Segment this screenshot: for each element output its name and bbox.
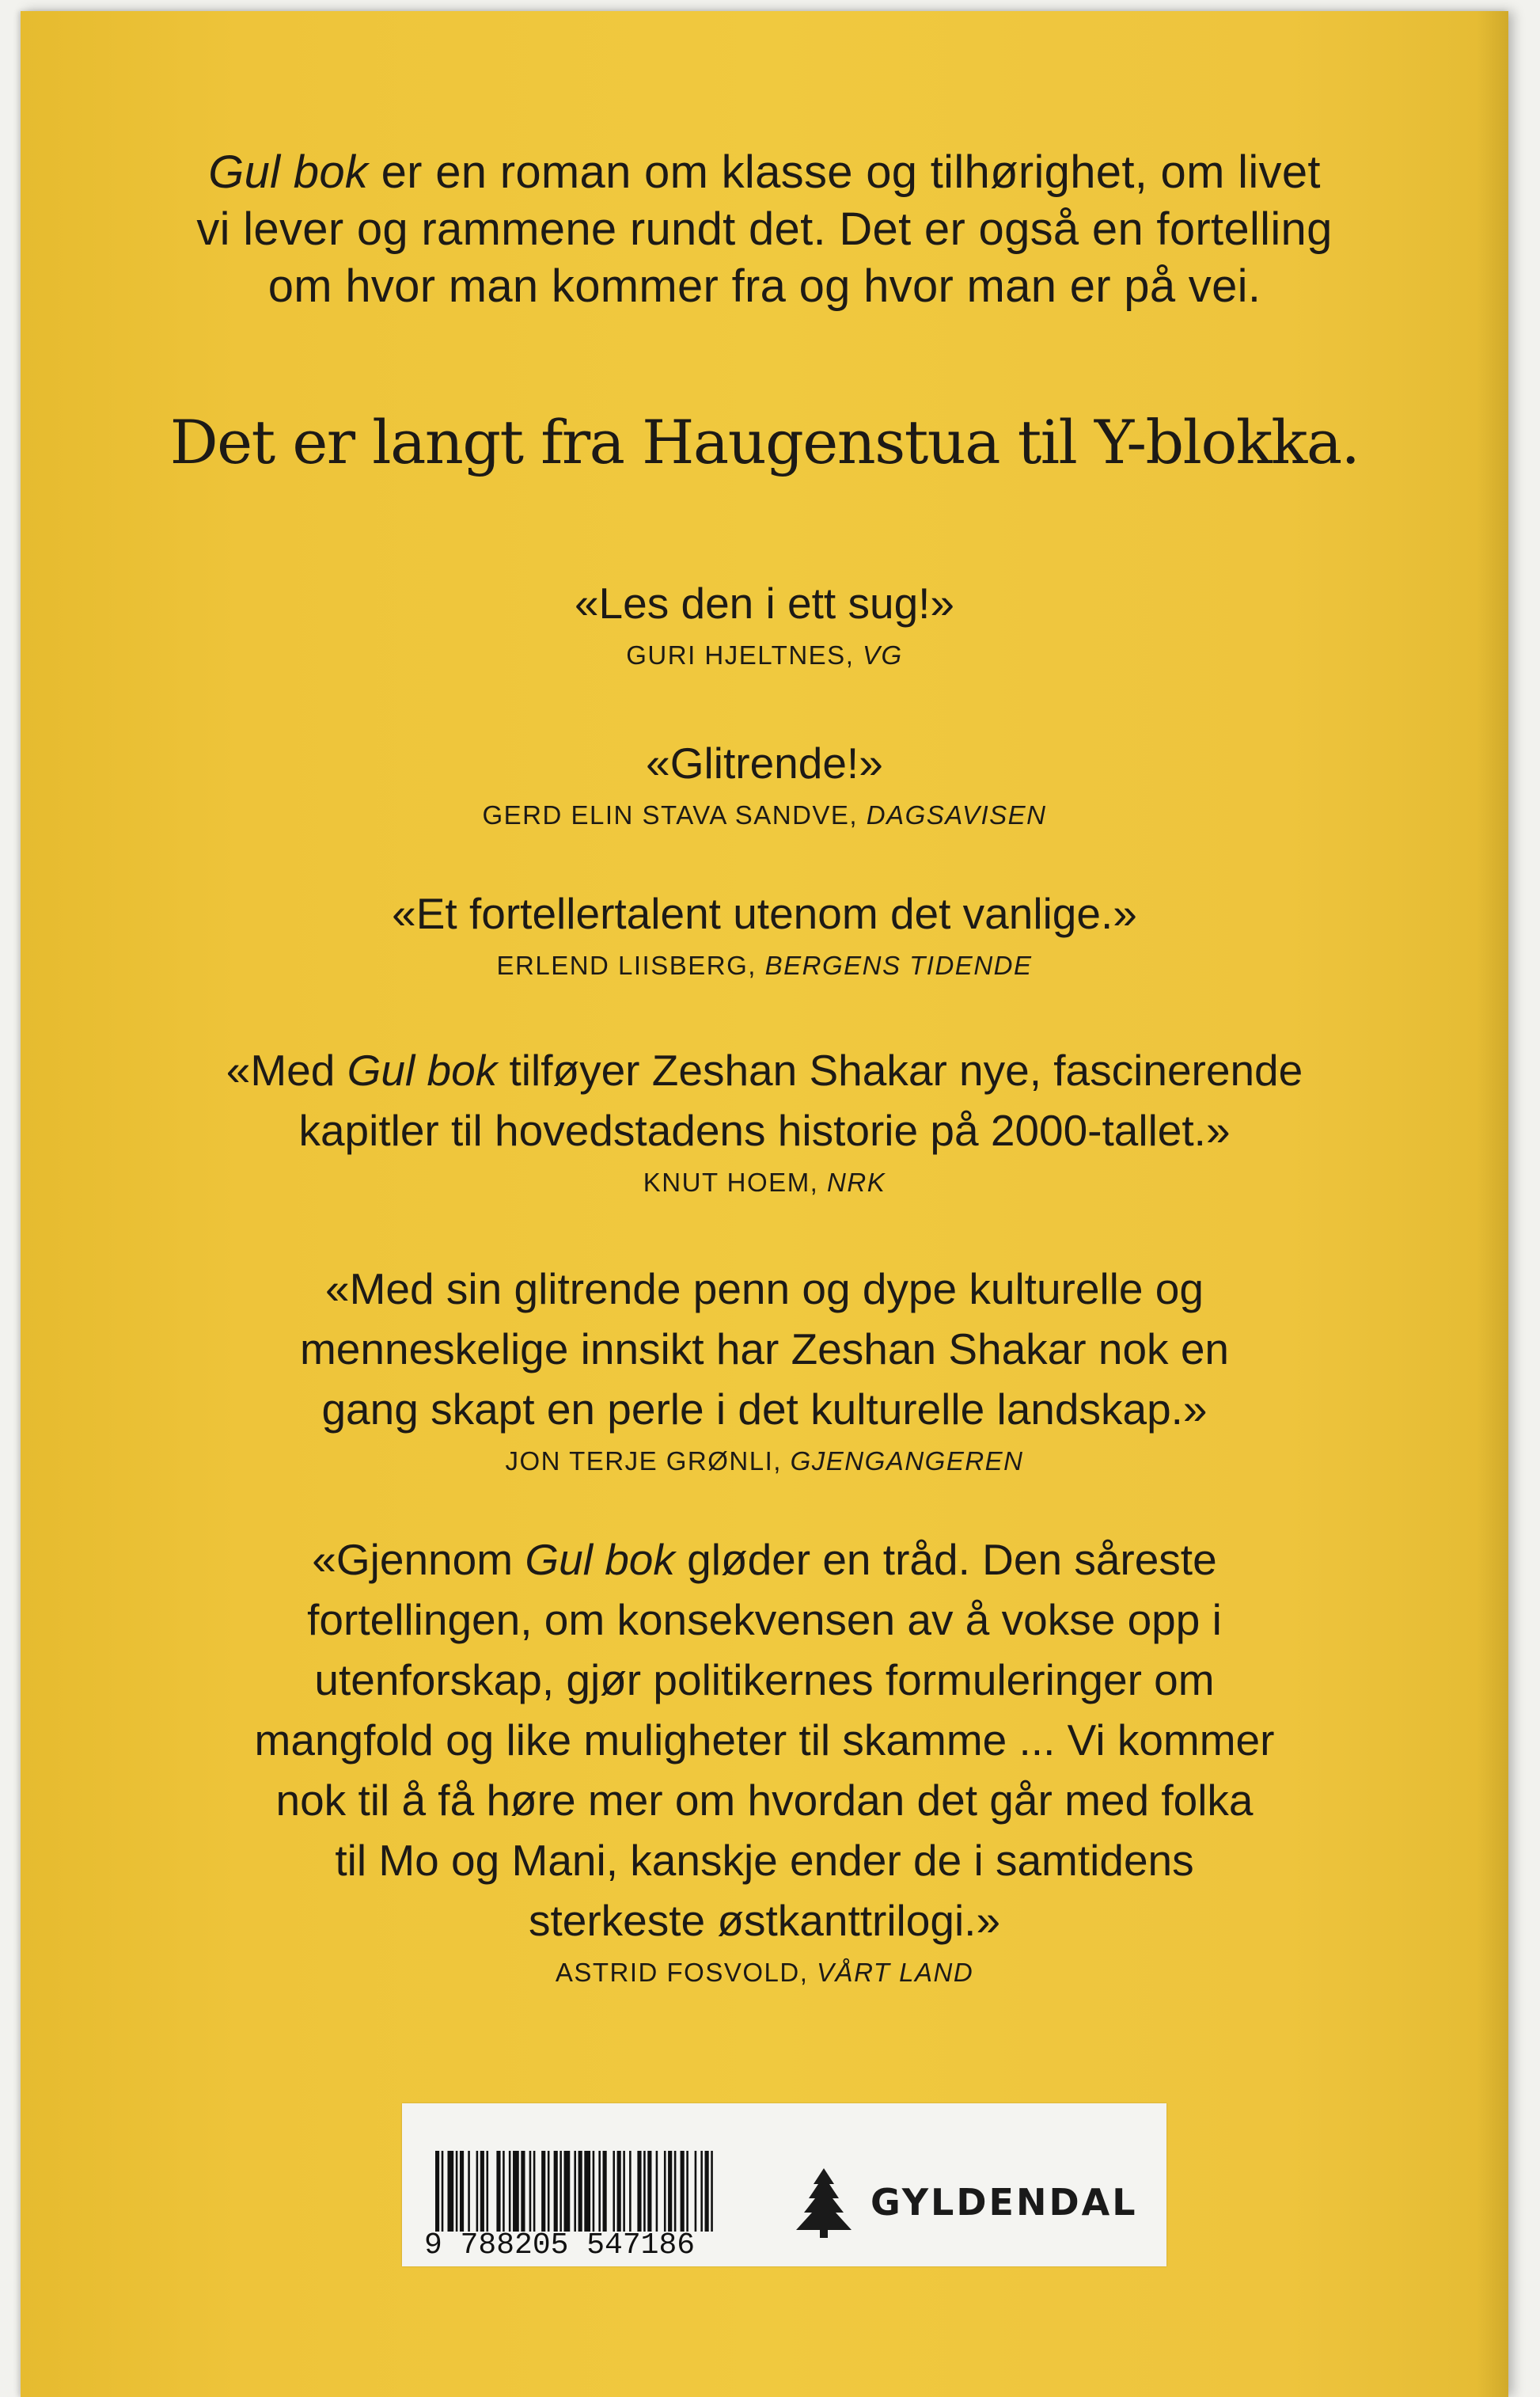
barcode-bar [668, 2151, 672, 2232]
intro-line: om hvor man kommer fra og hvor man er på vei. [267, 260, 1261, 312]
quote-author: KNUT HOEM, [643, 1168, 819, 1197]
isbn-barcode [435, 2151, 717, 2232]
barcode-bar [529, 2151, 532, 2232]
review-quote [21, 1259, 1508, 1479]
tagline: Det er langt fra Haugenstua til Y-blokka. [169, 407, 1360, 477]
barcode-bar [503, 2151, 505, 2232]
barcode-bar [629, 2151, 632, 2232]
quote-line: fortellingen, om konsekvensen av å vokse opp i [307, 1595, 1222, 1644]
barcode-bar [574, 2151, 576, 2232]
quote-author: ERLEND LIISBERG, [496, 951, 757, 980]
quote-line: til Mo og Mani, kanskje ender de i samtidens [335, 1836, 1194, 1885]
barcode-bar [603, 2151, 607, 2232]
book-title-italic: Gul bok [208, 146, 369, 198]
quote-attribution [21, 1444, 1508, 1479]
barcode-bar [435, 2151, 439, 2232]
quote-text: gløder en tråd. Den såreste [674, 1535, 1217, 1584]
quote-source: NRK [827, 1168, 886, 1197]
intro-line [116, 144, 1413, 201]
quote-source: GJENGANGEREN [790, 1446, 1024, 1476]
barcode-bar [613, 2151, 615, 2232]
quote-line: utenforskap, gjør politikernes formuleringer om [314, 1655, 1215, 1704]
intro-text: er en roman om klasse og tilhørighet, om livet [368, 146, 1321, 198]
quote-attribution [21, 638, 1508, 673]
quote-line: menneskelige innsikt har Zeshan Shakar nok en [299, 1324, 1229, 1373]
book-title-italic: Gul bok [347, 1046, 498, 1095]
barcode-bar [533, 2151, 536, 2232]
barcode-bar [496, 2151, 500, 2232]
barcode-bar [705, 2151, 709, 2232]
review-quote [21, 883, 1508, 983]
barcode-bar [617, 2151, 621, 2232]
barcode-bar [447, 2151, 453, 2232]
quote-source: DAGSAVISEN [866, 800, 1047, 830]
barcode-bar [456, 2151, 458, 2232]
barcode-bar [593, 2151, 595, 2232]
quote-author: JON TERJE GRØNLI, [505, 1446, 782, 1476]
barcode-bar [700, 2151, 703, 2232]
barcode-bar [521, 2151, 525, 2232]
barcode-bar [564, 2151, 571, 2232]
quote-attribution [21, 798, 1508, 833]
isbn-digits: 9 788205 547186 [424, 2228, 696, 2262]
quote-source: VÅRT LAND [817, 1958, 974, 1987]
quote-source: BERGENS TIDENDE [764, 951, 1033, 980]
quote-line: «Glitrende!» [646, 739, 883, 788]
barcode-bar [664, 2151, 666, 2232]
barcode-bar [647, 2151, 651, 2232]
barcode-bar [460, 2151, 464, 2232]
quote-attribution [21, 948, 1508, 983]
quote-text: tilføyer Zeshan Shakar nye, fascinerende [497, 1046, 1303, 1095]
intro-paragraph [116, 144, 1413, 315]
barcode-bar [686, 2151, 688, 2232]
barcode-bar [476, 2151, 479, 2232]
barcode-bar [578, 2151, 582, 2232]
quote-author: GURI HJELTNES, [626, 640, 855, 670]
book-title-italic: Gul bok [525, 1535, 675, 1584]
quote-text: «Gjennom [312, 1535, 525, 1584]
review-quote [21, 1040, 1508, 1200]
intro-line: vi lever og rammene rundt det. Det er også en fortelling [196, 203, 1333, 255]
review-quote [21, 733, 1508, 833]
review-quote [21, 573, 1508, 673]
quote-author: GERD ELIN STAVA SANDVE, [482, 800, 859, 830]
barcode-bar [711, 2151, 713, 2232]
barcode-bar [598, 2151, 601, 2232]
barcode-bar [486, 2151, 488, 2232]
barcode-bar [695, 2151, 697, 2232]
publisher-logo: GYLDENDAL [871, 2181, 1138, 2224]
quote-attribution [21, 1955, 1508, 1990]
cover-edge-shadow [1477, 11, 1508, 2397]
quote-line: «Les den i ett sug!» [574, 579, 955, 628]
quote-line [21, 1040, 1508, 1100]
quote-line: kapitler til hovedstadens historie på 2000-tallet.» [298, 1106, 1231, 1155]
barcode-bar [559, 2151, 562, 2232]
quote-line: «Et fortellertalent utenom det vanlige.» [392, 889, 1137, 938]
quote-line: gang skapt en perle i det kulturelle landskap.» [321, 1385, 1208, 1434]
barcode-bar [674, 2151, 677, 2232]
barcode-bar [656, 2151, 658, 2232]
quote-line [21, 1529, 1508, 1590]
barcode-bar [548, 2151, 550, 2232]
barcode-bar [554, 2151, 558, 2232]
barcode-bar [643, 2151, 646, 2232]
quote-line: sterkeste østkanttrilogi.» [528, 1896, 1001, 1945]
quote-line: mangfold og like muligheter til skamme ... Vi kommer [254, 1715, 1275, 1765]
barcode-bar [623, 2151, 625, 2232]
barcode-bar [509, 2151, 511, 2232]
review-quote [21, 1529, 1508, 1990]
barcode-bar [637, 2151, 641, 2232]
quote-line: «Med sin glitrende penn og dype kulturelle og [325, 1264, 1204, 1313]
barcode-label [402, 2103, 1166, 2266]
quote-author: ASTRID FOSVOLD, [555, 1958, 809, 1987]
quote-attribution [21, 1165, 1508, 1200]
barcode-bar [513, 2151, 519, 2232]
barcode-bar [468, 2151, 470, 2232]
tree-icon [793, 2167, 855, 2239]
book-back-cover [21, 11, 1508, 2397]
barcode-bar [584, 2151, 590, 2232]
barcode-bar [541, 2151, 545, 2232]
barcode-bar [681, 2151, 685, 2232]
quote-text: «Med [226, 1046, 347, 1095]
barcode-bar [480, 2151, 484, 2232]
quote-source: VG [863, 640, 903, 670]
barcode-bar [442, 2151, 444, 2232]
quote-line: nok til å få høre mer om hvordan det går med folka [275, 1776, 1254, 1825]
